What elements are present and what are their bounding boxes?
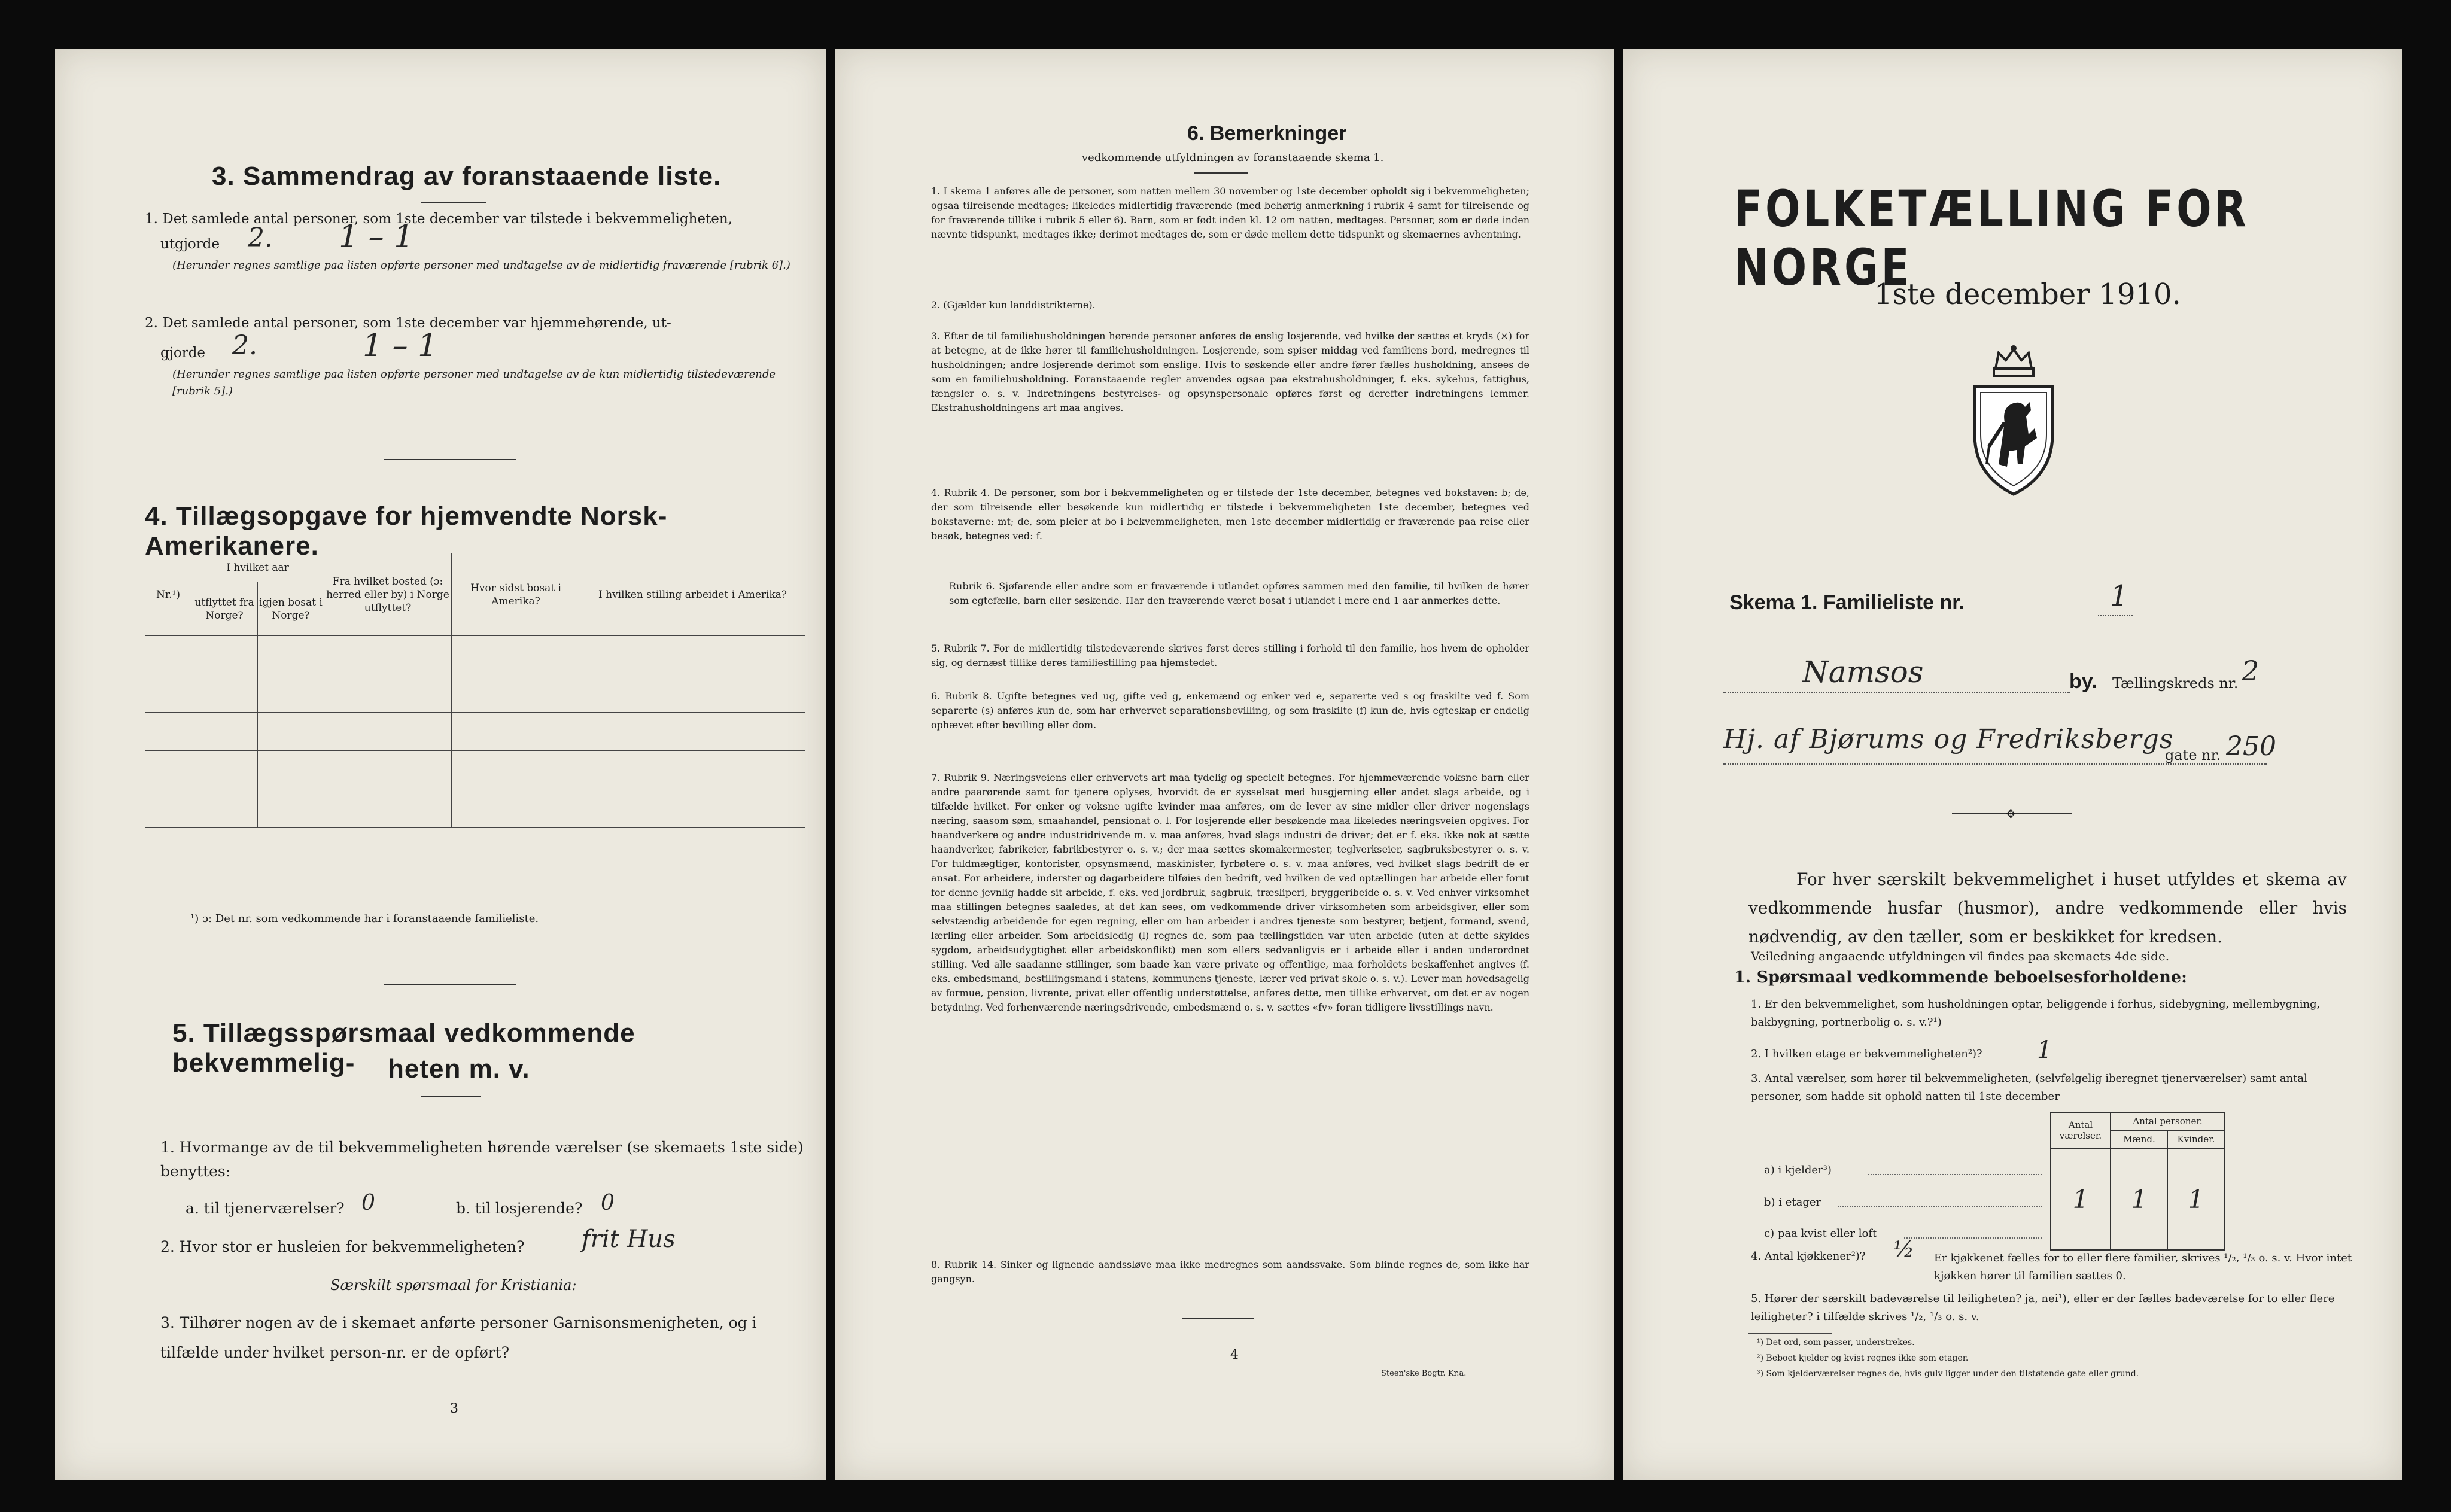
q2-text: 2. I hvilken etage er bekvemmeligheten²)? bbox=[1751, 1048, 1982, 1060]
norsk-amerikanere-table bbox=[145, 553, 805, 828]
col-rooms: Antal værelser. bbox=[2051, 1112, 2111, 1148]
q4-label: 4. Antal kjøkkener²)? bbox=[1751, 1250, 1866, 1262]
q2-value: 2. bbox=[232, 330, 257, 361]
q1-value: 2. bbox=[248, 223, 273, 253]
divider bbox=[1182, 1318, 1254, 1319]
s5-q3: 3. Tilhører nogen av de i skemaet anførte personer Garnisonsmenigheten, og i tilfælde under hvilket person-nr. er de opført? bbox=[160, 1314, 757, 1361]
remark-4: 4. Rubrik 4. De personer, som bor i bekvemmeligheten og er tilstede der 1ste december, betegnes ved bokstaven: b; de, der som tilreisende eller besøkende kun midlertidig er tilstede i bekvemmeligheten 1ste december, betegnes ved bokstaverne: mt; de, som pleier at bo i bekvemmeligheten, men 1ste december midlertidig er fraværende paa reise eller besøk, betegnes ved: f. bbox=[931, 487, 1529, 541]
remark-6: 6. Rubrik 8. Ugifte betegnes ved ug, gifte ved g, enkemænd og enker ved e, separerte ved s og fraskilte ved f. Som separerte (s) anføres kun de, som har erhvervet separationsbevilling, og som fraskilte (f) kun de, hvis egteskap er endelig ophævet efter bevilling eller dom. bbox=[931, 690, 1529, 731]
table-row bbox=[145, 789, 805, 828]
footnote-1: ¹) Det ord, som passer, understrekes. bbox=[1757, 1338, 1915, 1347]
remark-8: 8. Rubrik 14. Sinker og lignende aandssløve maa ikke medregnes som aandssvake. Som blinde regnes de, som ikke har gangsyn. bbox=[931, 1259, 1529, 1285]
col-nr: Nr.¹) bbox=[145, 553, 191, 636]
footnote-2: ²) Beboet kjelder og kvist regnes ikke som etager. bbox=[1757, 1353, 1969, 1363]
s5-special-label: Særskilt spørsmaal for Kristiania: bbox=[330, 1277, 577, 1294]
footnote-divider bbox=[1748, 1333, 1832, 1334]
col-men: Mænd. bbox=[2111, 1130, 2168, 1148]
street-label: gate nr. bbox=[2165, 747, 2221, 763]
remark-3: 3. Efter de til familiehusholdningen hørende personer anføres de enslig losjerende, ved hvilke der sættes et kryds (×) for at betegne, at de ikke hører til familiehusholdningen. Losjerende, som spiser middag ved familiens bord, medregnes til husholdningen; andre losjerende derimot som enslige. Hvis to søskende eller andre fører fælles husholdning, ansees de som en familiehusholdning. Foranstaaende regler anvendes ogsaa paa ekstrahusholdninger, f. eks. sykehus, fattighus, fængsler o. s. v. Indretningens bestyrelses- og opsynspersonale opføres først og derefter indretningens lemmer. Ekstrahusholdningens art maa angives. bbox=[931, 330, 1529, 413]
s5-q2: 2. Hvor stor er husleien for bekvemmeligheten? bbox=[160, 1238, 525, 1255]
page-4 bbox=[835, 49, 1614, 1480]
q4-value: ½ bbox=[1893, 1237, 1914, 1262]
page-3 bbox=[55, 49, 826, 1480]
district-label: Tællingskreds nr. bbox=[2112, 675, 2239, 692]
q4-text: Er kjøkkenet fælles for to eller flere familier, skrives ¹/₂, ¹/₃ o. s. v. Hvor intet kjøkken hører til familien sættes 0. bbox=[1934, 1252, 2352, 1282]
women-value: 1 bbox=[2188, 1184, 2204, 1214]
q2-note: (Herunder regnes samtlige paa listen opførte personer med undtagelse av de kun midlertidig tilstedeværende [rubrik 5].) bbox=[172, 368, 776, 397]
table-row bbox=[145, 636, 805, 674]
town-handwritten: Namsos bbox=[1802, 655, 1924, 689]
divider bbox=[384, 984, 516, 985]
page-number: 4 bbox=[1230, 1347, 1239, 1362]
s5-q2-value: frit Hus bbox=[582, 1225, 676, 1253]
page-number: 3 bbox=[450, 1401, 458, 1416]
table-row bbox=[145, 674, 805, 713]
col-position: I hvilken stilling arbeidet i Amerika? bbox=[580, 553, 805, 636]
remarks-subtitle: vedkommende utfyldningen av foranstaaende skema 1. bbox=[1082, 151, 1384, 164]
intro-text: For hver særskilt bekvemmelighet i huset utfyldes et skema av vedkommende husfar (husmor), andre vedkommende eller hvis nødvendig, av den tæller, som er beskikket for kredsen. bbox=[1748, 869, 2347, 947]
q2-value-handwritten: 1 – 1 bbox=[363, 328, 438, 364]
section-4-title: 4. Tillægsopgave for hjemvendte Norsk-Amerikanere. bbox=[145, 501, 668, 561]
table-footnote: ¹) ɔ: Det nr. som vedkommende har i foranstaaende familieliste. bbox=[190, 912, 539, 925]
men-value: 1 bbox=[2131, 1184, 2148, 1214]
rooms-value: 1 bbox=[2072, 1184, 2089, 1214]
q1-text: 1. Det samlede antal personer, som 1ste december var tilstede i bekvemmeligheten, bbox=[145, 211, 732, 227]
remark-2: 2. (Gjælder kun landdistrikterne). bbox=[931, 299, 1096, 311]
row-b-line bbox=[1838, 1206, 2042, 1207]
s5-q1b-label: b. til losjerende? bbox=[456, 1200, 583, 1217]
q3-text: 3. Antal værelser, som hører til bekvemmeligheten, (selvfølgelig iberegnet tjenerværelser) samt antal personer, som hadde sit ophold natten til 1ste december bbox=[1751, 1072, 2307, 1103]
schema-label: Skema 1. Familieliste nr. bbox=[1729, 591, 1965, 614]
s5-q1b-value: 0 bbox=[601, 1191, 615, 1215]
divider bbox=[421, 1096, 481, 1097]
col-last-america: Hvor sidst bosat i Amerika? bbox=[452, 553, 580, 636]
row-a-label: a) i kjelder³) bbox=[1764, 1164, 1832, 1176]
q1-text: 1. Er den bekvemmelighet, som husholdningen optar, beliggende i forhus, sidebygning, mellembygning, bakbygning, portnerbolig o. s. v.?¹) bbox=[1751, 998, 2321, 1029]
town-suffix: by. bbox=[2069, 670, 2097, 693]
section-3-title: 3. Sammendrag av foranstaaende liste. bbox=[212, 162, 722, 191]
remark-5: 5. Rubrik 7. For de midlertidig tilstedeværende skrives først deres stilling i forhold til den familie, hos hvem de opholder sig, og dernæst tillike deres familiestilling paa hjemstedet. bbox=[931, 643, 1529, 668]
printer-mark: Steen'ske Bogtr. Kr.a. bbox=[1381, 1369, 1467, 1378]
persons-table bbox=[2050, 1112, 2225, 1251]
section-5-title-line1: 5. Tillægsspørsmaal vedkommende bekvemmelig- bbox=[172, 1018, 635, 1078]
row-a-line bbox=[1868, 1174, 2042, 1175]
q2-text: 2. Det samlede antal personer, som 1ste december var hjemmehørende, ut- bbox=[145, 315, 671, 331]
remark-7: 7. Rubrik 9. Næringsveiens eller erhvervets art maa tydelig og specielt betegnes. For hjemmeværende voksne barn eller andre paarørende samt for tjenere oplyses, hvorvidt de er sysselsat med husgjerning eller andet slags arbeide, og i tilfælde hvilket. For enker og voksne ugifte kvinder maa anføres, om de lever av sine midler eller driver nogenslags næring, saasom søm, smaahandel, pensionat o. l. For losjerende eller besøkende maa likeledes næringsveien opgives. For haandverkere og andre industridrivende m. v. maa anføres, hvad slags industri de driver; det er f. eks. ikke nok at sætte haandverker, fabrikeier, fabrikbestyrer o. s. v.; der maa sættes skomakermester, teglverkseier, sagbruksbestyrer o. s. v. For fuldmægtiger, kontorister, opsynsmænd, maskinister, fyrbøtere o. s. v. maa anføres, ved hvilket slags bedrift de er ansat. For arbeidere, inderster og dagarbeidere tilføies den bedrift, ved hvilken de ved optællingen har arbeide eller forut for denne jevnlig hadde sit arbeide, f. eks. ved jordbruk, sagbruk, træsliperi, bryggeribeide o. s. v. Ved enhver virksomhet maa stillingen betegnes saaledes, at det kan sees, om vedkommende driver virksomheten som arbeidsgiver, eller som selvstændig arbeidende for egen regning, eller om han arbeider i andres tjeneste som bestyrer, betjent, formand, svend, lærling eller arbeider. Som arbeidsledig (l) regnes de, som paa tællingstiden var uten arbeide (uten at dette skyldes sygdom, arbeidsudygtighet eller arbeidskonflikt) men som ellers sedvanligvis er i arbeide eller i anden underordnet stilling. Ved alle saadanne stillinger, som baade kan være private og offentlige, maa forholdets beskaffenhet angives (f. eks. embedsmand, bestillingsmand i statens, kommunens tjeneste, lærer ved privat skole o. s. v.). Lever man hovedsagelig av formue, pension, livrente, privat eller offentlig understøttelse, anføres dette, men tillike erhvervet, om det er av nogen betydning. Ved forhenværende næringsdrivende, embedsmænd o. s. v. sættes «fv» foran tidligere livsstillings navn. bbox=[931, 772, 1529, 1013]
col-returned: igjen bosat i Norge? bbox=[258, 582, 324, 636]
section-1-title: 1. Spørsmaal vedkommende beboelsesforholdene: bbox=[1734, 968, 2188, 987]
coat-of-arms-icon bbox=[1963, 345, 2064, 498]
town-line bbox=[1723, 692, 2070, 693]
col-emigrated: utflyttet fra Norge? bbox=[191, 582, 258, 636]
divider bbox=[421, 202, 486, 203]
section-5-title-line2: heten m. v. bbox=[388, 1054, 530, 1084]
col-from: Fra hvilket bosted (ɔ: herred eller by) i Norge utflyttet? bbox=[324, 553, 452, 636]
census-date: 1ste december 1910. bbox=[1874, 278, 2181, 311]
remark-1: 1. I skema 1 anføres alle de personer, som natten mellem 30 november og 1ste december opholdt sig i bekvemmeligheten; ogsaa tilreisende medtages; likeledes midlertidig fraværende (med behørig anmerkning i rubrik 4 samt for tilreisende og for fraværende tillike i rubrik 5 eller 6). Barn, som er født inden kl. 12 om natten, medtages. Personer, som er døde inden nævnte tidspunkt, medtages ikke; derimot medtages de, som er døde mellem dette tidspunkt og skemaernes avhentning. bbox=[931, 185, 1529, 240]
col-women: Kvinder. bbox=[2177, 1133, 2215, 1145]
page-1 bbox=[1623, 49, 2402, 1480]
row-c-label: c) paa kvist eller loft bbox=[1764, 1227, 1877, 1240]
guidance-text: Veiledning angaaende utfyldningen vil findes paa skemaets 4de side. bbox=[1751, 949, 2170, 963]
q1-note: (Herunder regnes samtlige paa listen opførte personer med undtagelse av de midlertidig fraværende [rubrik 6].) bbox=[172, 259, 790, 272]
remarks-title: 6. Bemerkninger bbox=[1187, 122, 1347, 145]
row-b-label: b) i etager bbox=[1764, 1196, 1821, 1209]
district-number: 2 bbox=[2242, 655, 2260, 687]
ornament-icon: ✥ bbox=[2006, 807, 2016, 821]
divider bbox=[1194, 172, 1248, 174]
q1-value-handwritten: 1 – 1 bbox=[339, 219, 414, 255]
row-c-line bbox=[1904, 1237, 2042, 1239]
s5-q1a-label: a. til tjenerværelser? bbox=[186, 1200, 345, 1217]
q2-value: 1 bbox=[2037, 1036, 2052, 1064]
q1-lead: utgjorde bbox=[160, 236, 220, 252]
census-title: FOLKETÆLLING FOR NORGE bbox=[1734, 180, 2249, 297]
col-group-year: I hvilket aar bbox=[191, 553, 324, 582]
street-number: 250 bbox=[2226, 731, 2276, 762]
street-line bbox=[1723, 763, 2267, 765]
footnote-3: ³) Som kjelderværelser regnes de, hvis gulv ligger under den tilstøtende gate eller grund. bbox=[1757, 1369, 2139, 1379]
schema-number: 1 bbox=[2110, 579, 2128, 613]
remark-rubrik-6: Rubrik 6. Sjøfarende eller andre som er fraværende i utlandet opføres sammen med den familie, til hvilken de hører som egtefælle, barn eller søskende. Har den fraværende været bosat i utlandet i mere end 1 aar anmerkes dette. bbox=[949, 580, 1529, 606]
table-row bbox=[145, 713, 805, 751]
col-persons: Antal personer. bbox=[2111, 1112, 2225, 1130]
divider bbox=[384, 459, 516, 460]
q5-text: 5. Hører der særskilt badeværelse til leiligheten? ja, nei¹), eller er der fælles badeværelse for to eller flere leiligheter? i tilfælde skrives ¹/₂, ¹/₃ o. s. v. bbox=[1751, 1292, 2335, 1323]
s5-q1a-value: 0 bbox=[361, 1191, 375, 1215]
q2-lead: gjorde bbox=[160, 345, 206, 361]
table-row bbox=[145, 751, 805, 789]
s5-q1: 1. Hvormange av de til bekvemmeligheten hørende værelser (se skemaets 1ste side) benyttes: bbox=[160, 1139, 804, 1180]
schema-number-line bbox=[2098, 615, 2133, 616]
street-handwritten: Hj. af Bjørums og Fredriksbergs bbox=[1723, 724, 2174, 755]
